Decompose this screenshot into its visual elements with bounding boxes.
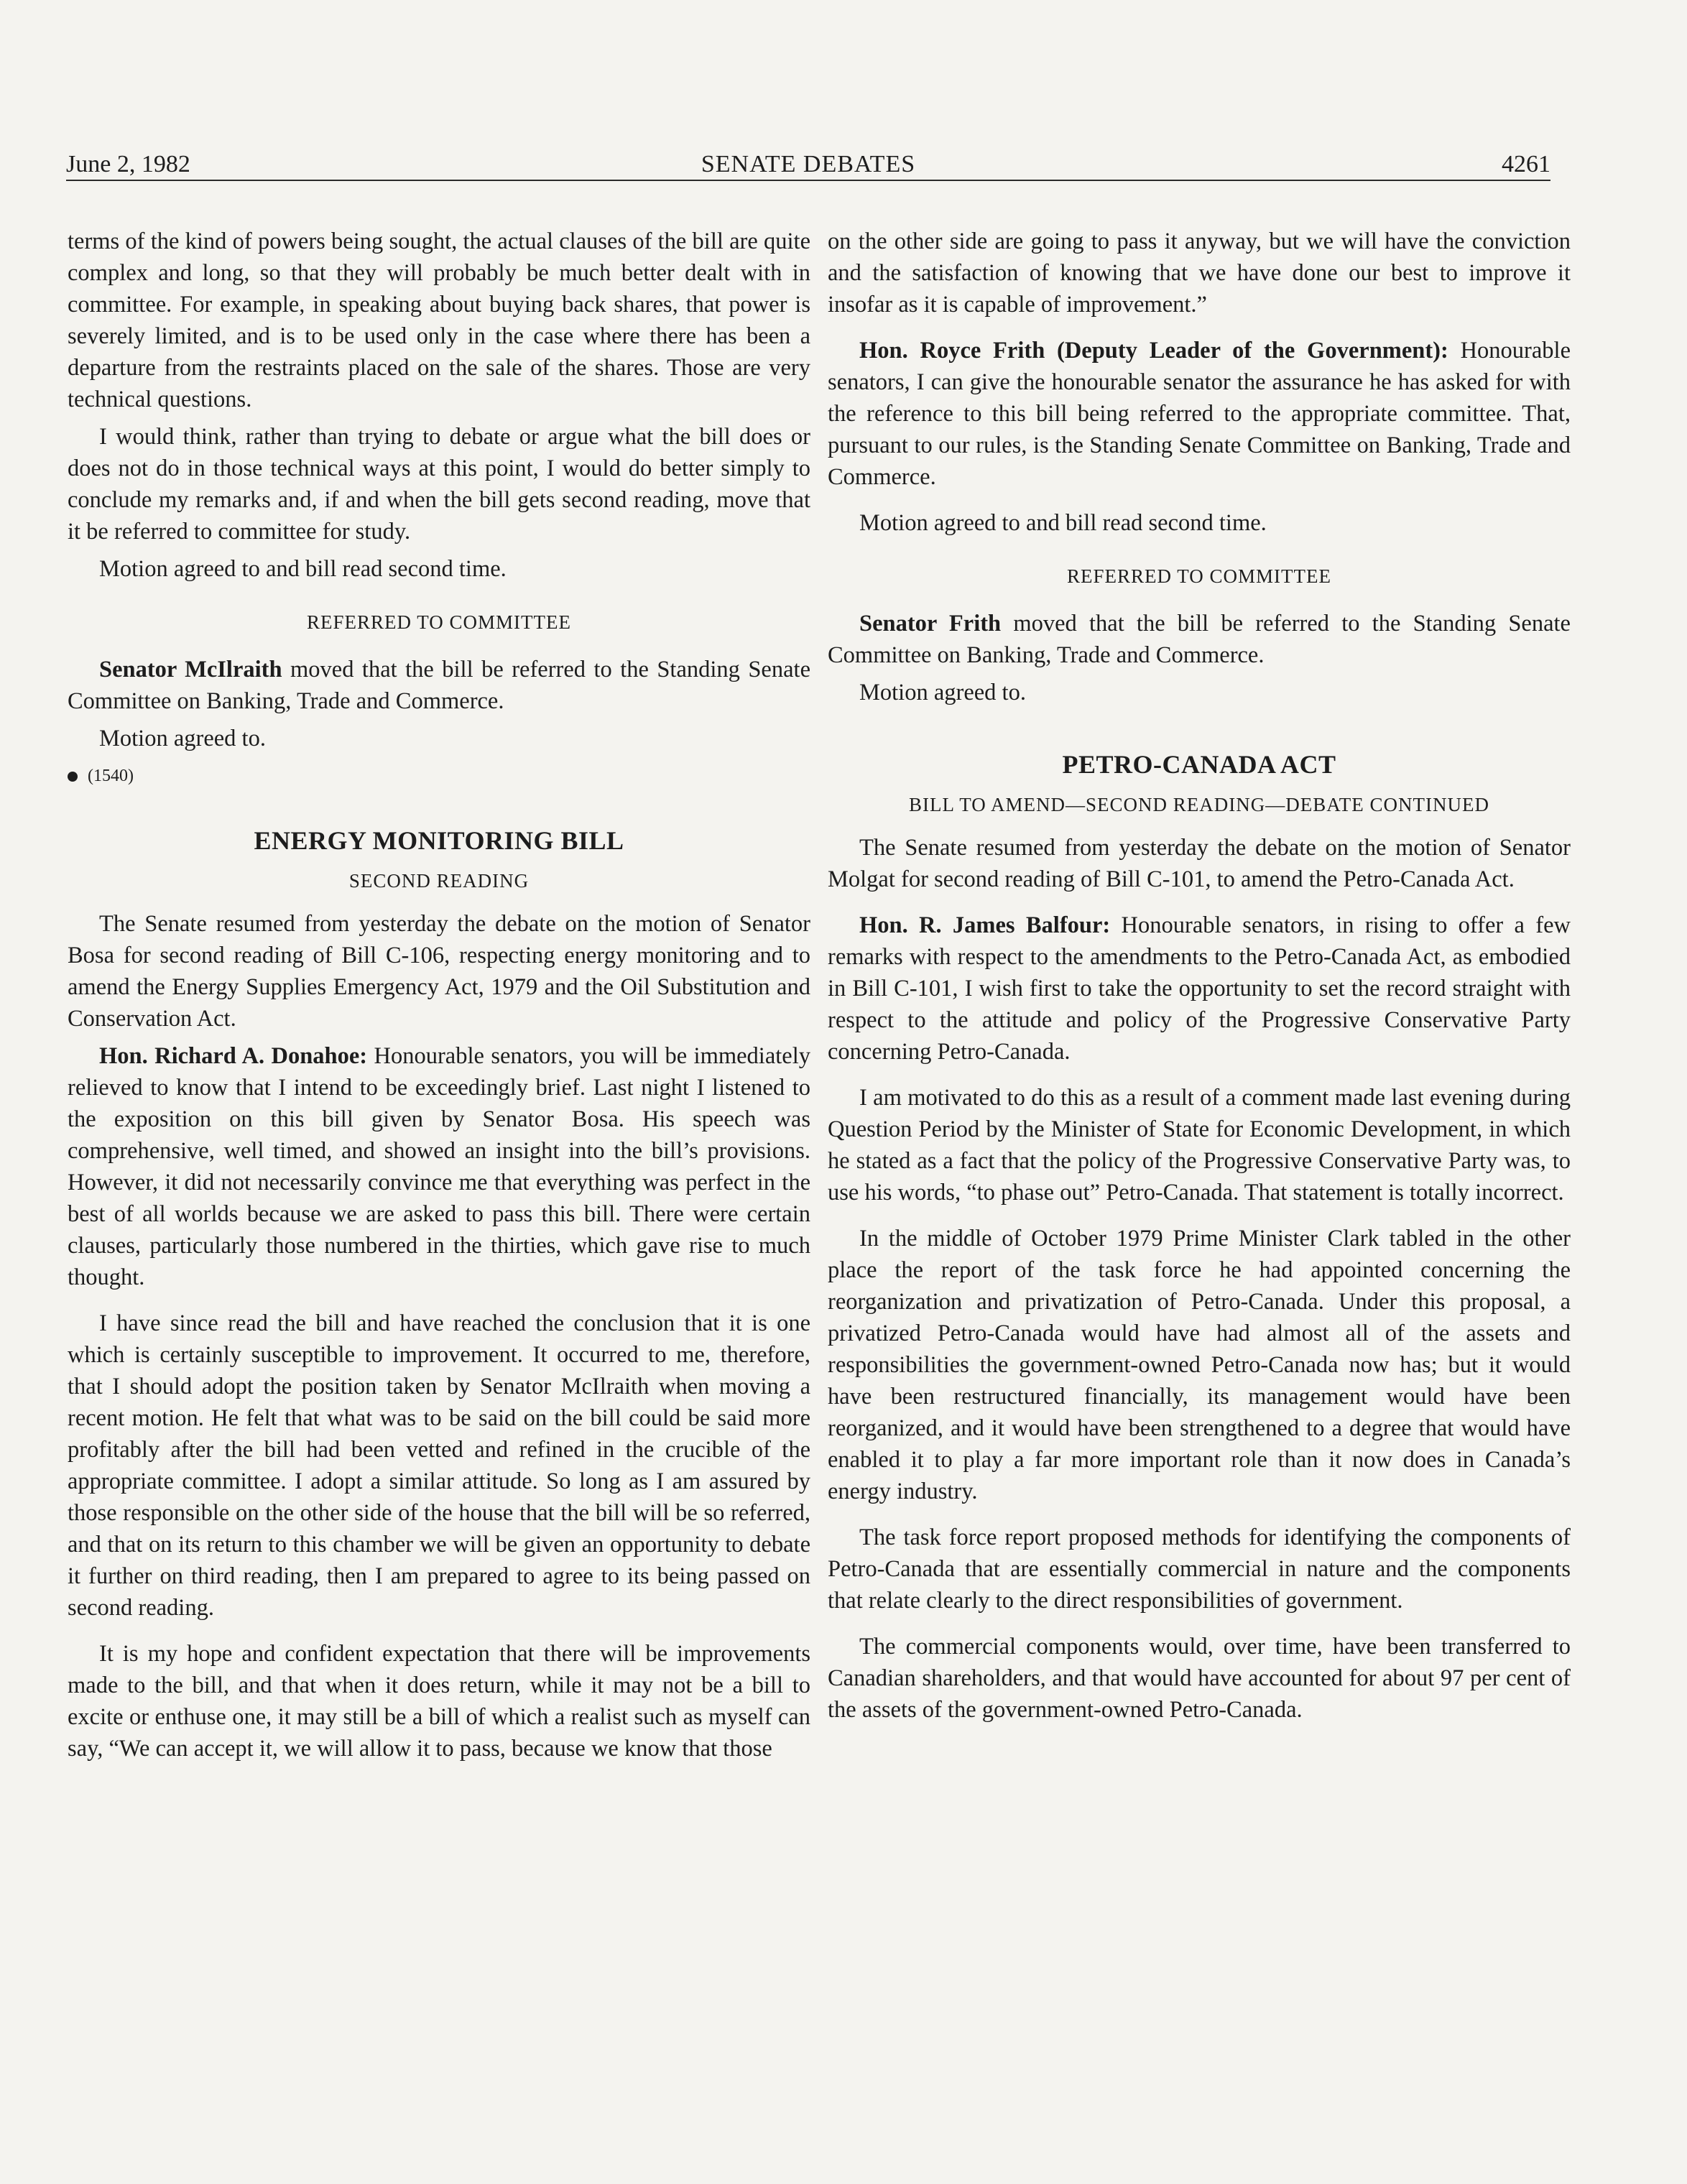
speech-text: moved that the bill be referred to the Standing Senate Committee on Banking, Trade and Commerce. bbox=[828, 611, 1571, 668]
section-subheading: SECOND READING bbox=[348, 870, 530, 892]
paragraph bbox=[68, 654, 810, 717]
speech-text: Honourable senators, in rising to offer a few remarks with respect to the amendments to the Petro-Canada Act, as embodied in Bill C-101, I wish first to take the opportunity to set the record straight with respect to the attitude and policy of the Progressive Conservative Party concerning Petro-Canada. bbox=[828, 912, 1571, 1065]
paragraph: The Senate resumed from yesterday the debate on the motion of Senator Bosa for second reading of Bill C-106, respecting energy monitoring and to amend the Energy Supplies Emergency Act, 1979 and the Oil Substitution and Conservation Act. bbox=[68, 911, 810, 1032]
paragraph: It is my hope and confident expectation that there will be improvements made to the bill, and that when it does return, while it may not be a bill to excite or enthuse one, it may still be a bill of which a realist such as myself can say, “We can accept it, we will allow it to pass, because we know that those bbox=[68, 1641, 810, 1762]
section-subheading: REFERRED TO COMMITTEE bbox=[306, 611, 572, 633]
time-marker-text: (1540) bbox=[88, 767, 134, 785]
time-marker bbox=[68, 760, 810, 792]
running-header bbox=[66, 141, 1550, 181]
paragraph: terms of the kind of powers being sought, the actual clauses of the bill are quite complex and long, so that they will probably be much better dealt with in committee. For example, in speaking about buying back shares, that power is severely limited, and is to be used only in the case where there has been a departure from the restraints placed on the sale of the shares. Those are very technical questions. bbox=[68, 228, 810, 412]
paragraph: I would think, rather than trying to debate or argue what the bill does or does not do in those technical ways at this point, I would do better simply to conclude my remarks and, if and when the bill gets second reading, move that it be referred to committee for study. bbox=[68, 424, 810, 545]
section-heading: ENERGY MONITORING BILL bbox=[254, 826, 624, 855]
header-page-number: 4261 bbox=[1502, 151, 1550, 177]
paragraph: Motion agreed to and bill read second time. bbox=[99, 556, 507, 582]
paragraph bbox=[68, 1040, 810, 1293]
section-subheading: BILL TO AMEND—SECOND READING—DEBATE CONTINUED bbox=[909, 794, 1489, 815]
paragraph: The commercial components would, over time, have been transferred to Canadian shareholders, and that would have accounted for about 97 per cent of the assets of the government-owned Petro-Canada. bbox=[828, 1634, 1571, 1723]
paragraph: Motion agreed to. bbox=[859, 680, 1026, 705]
speaker-name: Hon. Richard A. Donahoe: bbox=[99, 1043, 368, 1069]
paragraph: Motion agreed to and bill read second time. bbox=[859, 510, 1267, 536]
speaker-name: Senator Frith bbox=[859, 611, 1002, 637]
paragraph: I am motivated to do this as a result of a comment made last evening during Question Period by the Minister of State for Economic Development, in which he stated as a fact that the policy of the Progressive Conservative Party was, to use his words, “to phase out” Petro-Canada. That statement is totally incorrect. bbox=[828, 1085, 1571, 1206]
paragraph: The task force report proposed methods for identifying the components of Petro-Canada that are essentially commercial in nature and the components that relate clearly to the direct responsibilities of government. bbox=[828, 1524, 1571, 1614]
paragraph: on the other side are going to pass it anyway, but we will have the conviction and the satisfaction of knowing that we have done our best to improve it insofar as it is capable of improvement.” bbox=[828, 228, 1571, 318]
speech-text: moved that the bill be referred to the Standing Senate Committee on Banking, Trade and Commerce. bbox=[68, 657, 810, 714]
speaker-name: Hon. R. James Balfour: bbox=[859, 912, 1111, 938]
paragraph: In the middle of October 1979 Prime Minister Clark tabled in the other place the report of the task force he had appointed concerning the reorganization and privatization of Petro-Canada. Under this proposal, a privatized Petro-Canada would have had almost all of the assets and responsibilities the government-owned Petro-Canada now has; but it would have been restructured financially, its management would have been reorganized, and it would have been strengthened to a degree that would have enabled it to play a far more important role than it now does in Canada’s energy industry. bbox=[828, 1226, 1571, 1504]
header-date: June 2, 1982 bbox=[66, 151, 190, 177]
speaker-name: Hon. Royce Frith (Deputy Leader of the Government): bbox=[859, 338, 1448, 364]
paragraph: The Senate resumed from yesterday the debate on the motion of Senator Molgat for second reading of Bill C-101, to amend the Petro-Canada Act. bbox=[828, 835, 1571, 892]
speech-text: Honourable senators, you will be immediately relieved to know that I intend to be exceedingly brief. Last night I listened to the exposition on this bill given by Senator Bosa. His speech was comprehensive, well timed, and showed an insight into the bill’s provisions. However, it did not necessarily convince me that everything was perfect in the best of all worlds because we are asked to pass this bill. There were certain clauses, particularly those numbered in the thirties, which gave rise to much thought. bbox=[68, 1043, 810, 1290]
section-heading: PETRO-CANADA ACT bbox=[1062, 750, 1336, 779]
speaker-name: Senator McIlraith bbox=[99, 657, 282, 682]
paragraph bbox=[828, 608, 1571, 671]
left-column bbox=[68, 226, 810, 1770]
section-subheading: REFERRED TO COMMITTEE bbox=[1066, 565, 1332, 587]
bullet-icon bbox=[68, 772, 78, 782]
speech-text: Honourable senators, I can give the honourable senator the assurance he has asked for with the reference to this bill being referred to the appropriate committee. That, pursuant to our rules, is the Standing Senate Committee on Banking, Trade and Commerce. bbox=[828, 338, 1571, 490]
paragraph bbox=[828, 335, 1571, 493]
paragraph bbox=[828, 910, 1571, 1068]
header-title: SENATE DEBATES bbox=[701, 151, 916, 177]
paragraph: Motion agreed to. bbox=[99, 726, 266, 751]
right-column bbox=[828, 226, 1571, 1731]
paragraph: I have since read the bill and have reached the conclusion that it is one which is certainly susceptible to improvement. It occurred to me, therefore, that I should adopt the position taken by Senator McIlraith when moving a recent motion. He felt that what was to be said on the bill could be said more profitably after the bill had been vetted and refined in the crucible of the appropriate committee. I adopt a similar attitude. So long as I am assured by those responsible on the other side of the house that the bill will be so referred, and that on its return to this chamber we will be given an opportunity to debate it further on third reading, then I am prepared to agree to its being passed on second reading. bbox=[68, 1310, 810, 1621]
